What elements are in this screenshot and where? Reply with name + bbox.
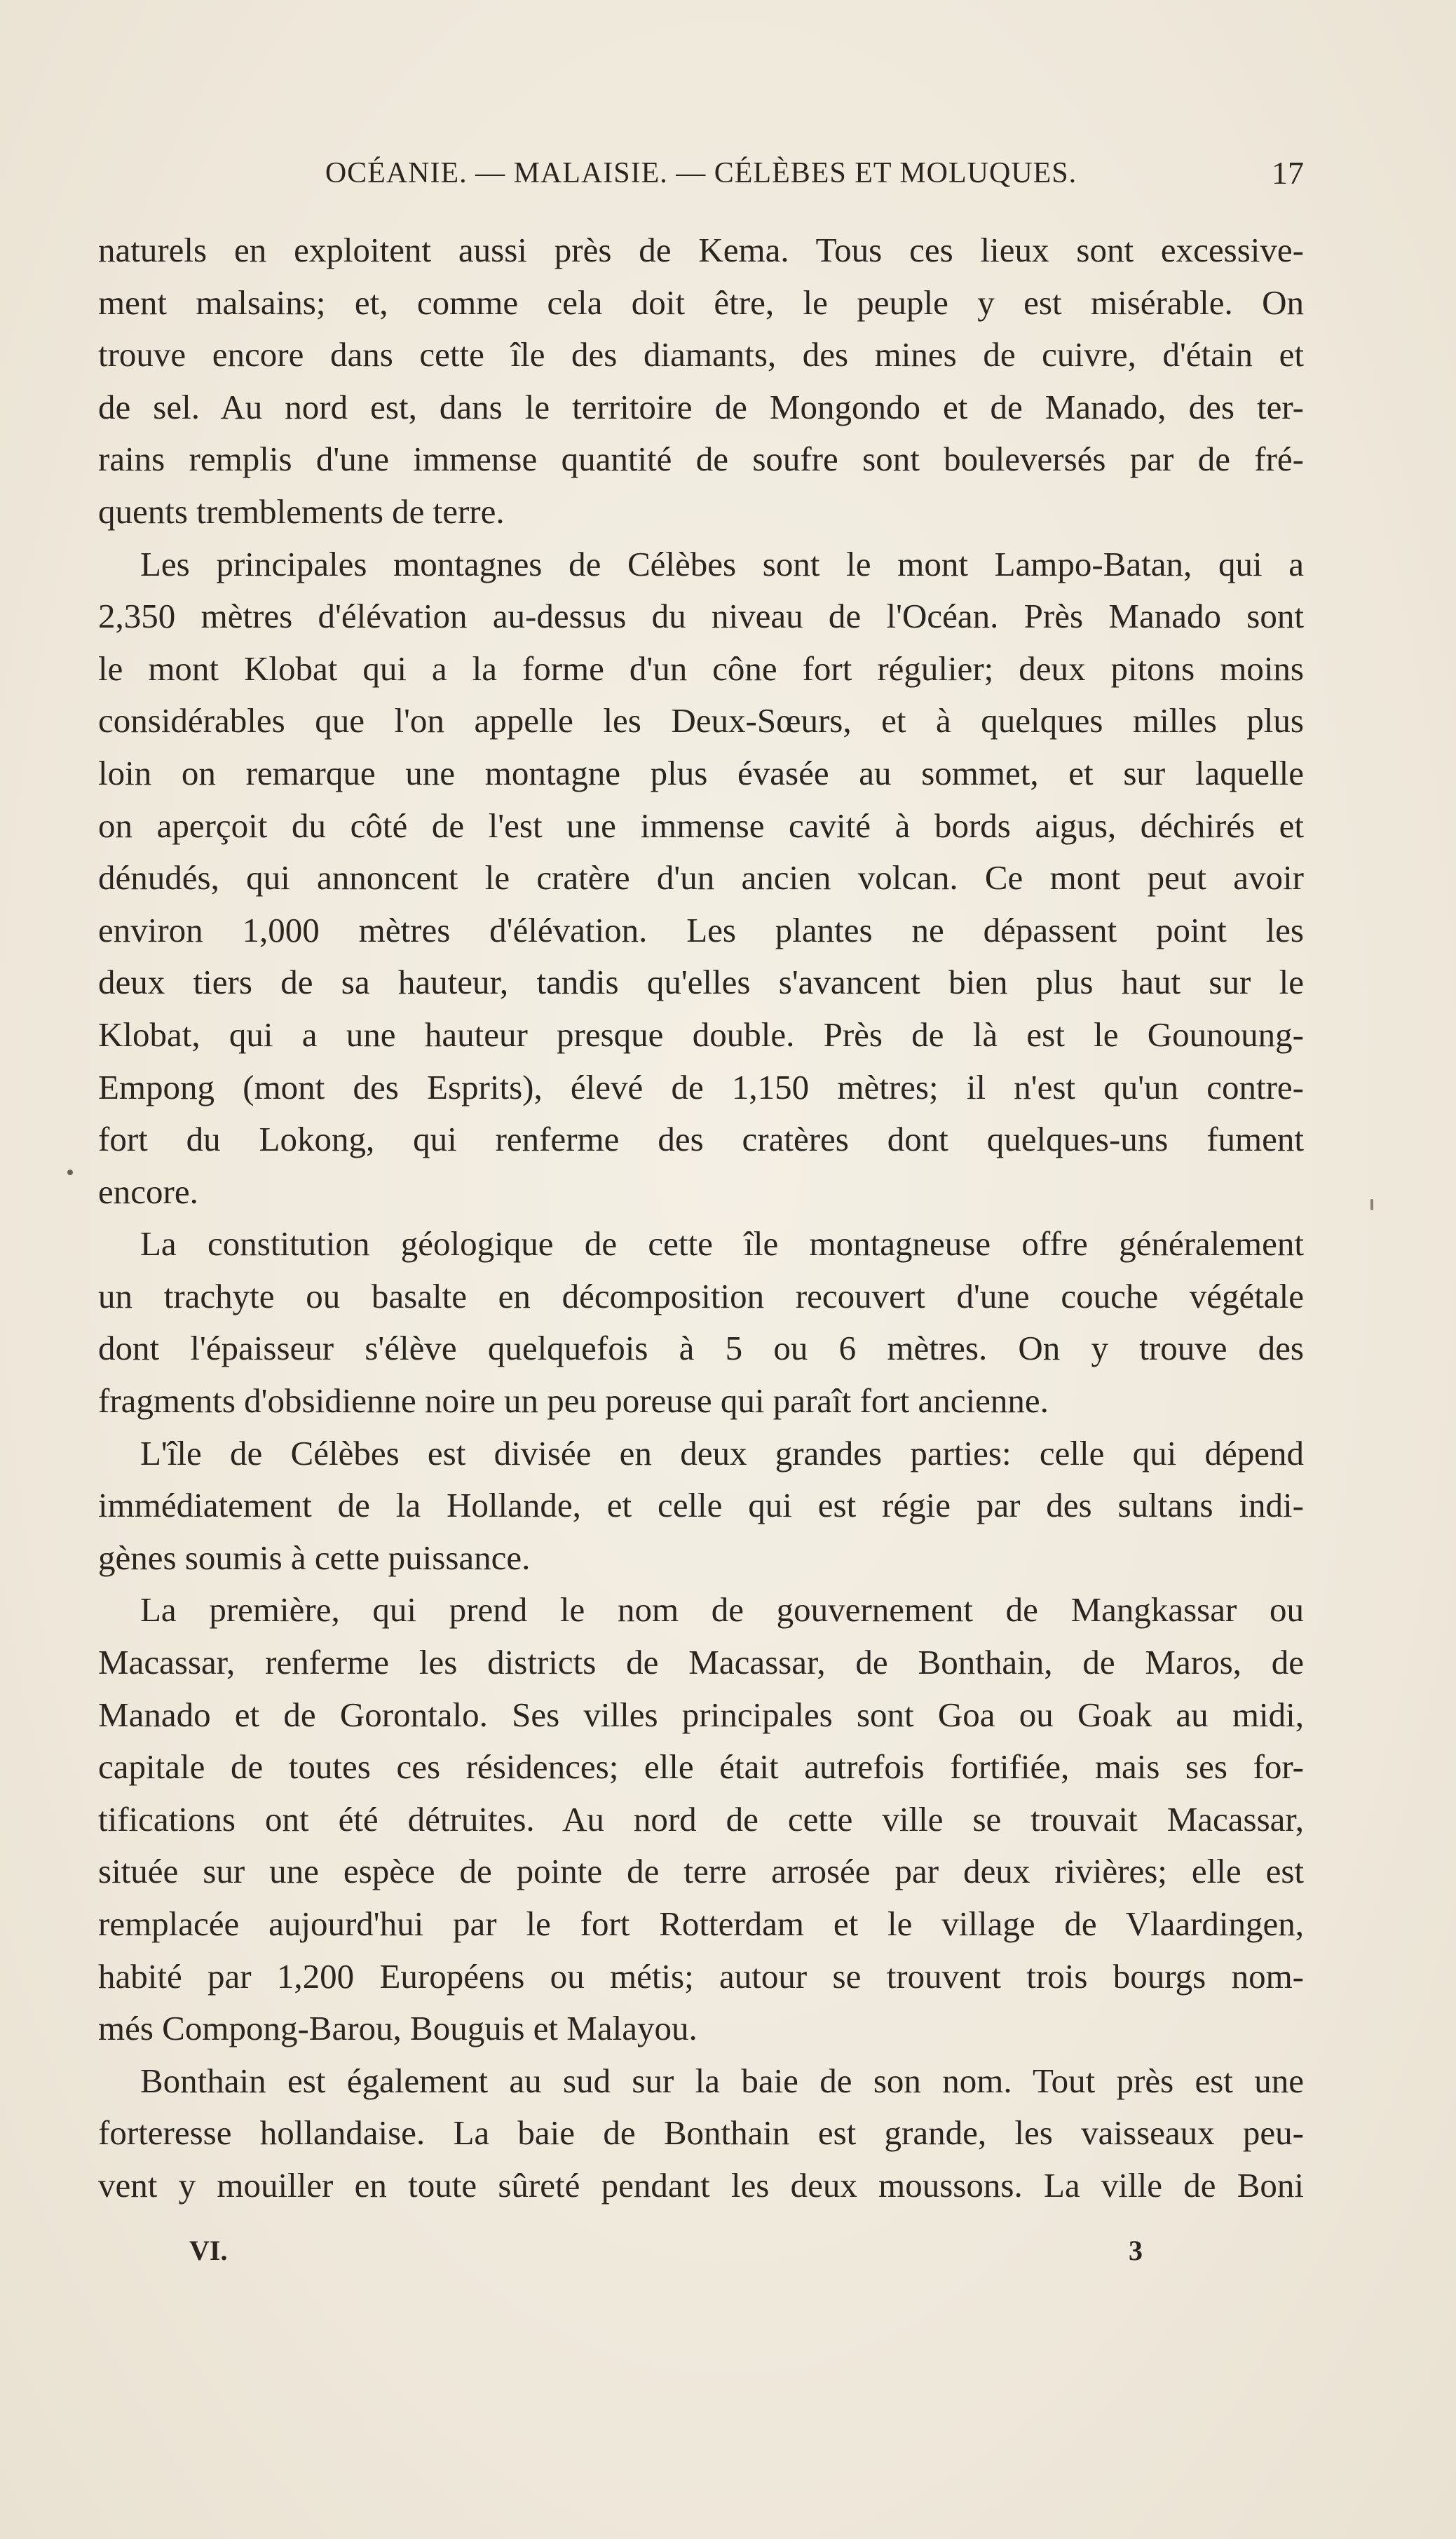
text-line: trouve encore dans cette île des diamants, des mines de cuivre, d'étain et <box>98 335 1304 374</box>
ink-speck <box>67 1170 73 1175</box>
text-line: tifications ont été détruites. Au nord de cette ville se trouvait Macassar, <box>98 1799 1304 1839</box>
running-header <box>98 149 1304 198</box>
text-line: loin on remarque une montagne plus évasée au sommet, et sur laquelle <box>98 753 1304 792</box>
signature-mark-sheet: 3 <box>1129 2235 1143 2266</box>
signature-mark-volume: VI. <box>189 2235 228 2266</box>
text-line: 2,350 mètres d'élévation au-dessus du niveau de l'Océan. Près Manado sont <box>98 597 1304 636</box>
text-line: quents tremblements de terre. <box>98 492 505 531</box>
text-line: immédiatement de la Hollande, et celle qui est régie par des sultans indi- <box>98 1486 1304 1525</box>
page-number: 17 <box>1272 155 1304 191</box>
text-line: capitale de toutes ces résidences; elle était autrefois fortifiée, mais ses for- <box>98 1747 1304 1787</box>
text-line: le mont Klobat qui a la forme d'un cône fort régulier; deux pitons moins <box>98 649 1304 688</box>
text-line: remplacée aujourd'hui par le fort Rotterdam et le village de Vlaardingen, <box>98 1904 1304 1943</box>
text-line: fragments d'obsidienne noire un peu poreuse qui paraît fort ancienne. <box>98 1381 1049 1421</box>
ink-speck <box>1370 1199 1373 1210</box>
text-line: ment malsains; et, comme cela doit être, le peuple y est misérable. On <box>98 283 1304 322</box>
running-title: OCÉANIE. — MALAISIE. — CÉLÈBES ET MOLUQUES. <box>325 157 1077 189</box>
text-line: deux tiers de sa hauteur, tandis qu'elles s'avancent bien plus haut sur le <box>98 963 1304 1002</box>
text-line: de sel. Au nord est, dans le territoire de Mongondo et de Manado, des ter- <box>98 387 1304 426</box>
text-line: Les principales montagnes de Célèbes sont le mont Lampo-Batan, qui a <box>140 544 1304 583</box>
text-line: Macassar, renferme les districts de Macassar, de Bonthain, de Maros, de <box>98 1643 1304 1682</box>
text-line: Manado et de Gorontalo. Ses villes principales sont Goa ou Goak au midi, <box>98 1695 1304 1734</box>
text-line: considérables que l'on appelle les Deux-Sœurs, et à quelques milles plus <box>98 701 1304 740</box>
text-line: Klobat, qui a une hauteur presque double. Près de là est le Gounoung- <box>98 1015 1304 1054</box>
text-line: L'île de Célèbes est divisée en deux grandes parties: celle qui dépend <box>140 1433 1304 1472</box>
text-line: La constitution géologique de cette île montagneuse offre généralement <box>140 1224 1304 1264</box>
text-line: Empong (mont des Esprits), élevé de 1,150 mètres; il n'est qu'un contre- <box>98 1067 1304 1106</box>
text-line: fort du Lokong, qui renferme des cratères dont quelques-uns fument <box>98 1120 1304 1159</box>
text-line: Bonthain est également au sud sur la baie de son nom. Tout près est une <box>140 2061 1304 2100</box>
body-text <box>98 224 1304 2212</box>
text-line: un trachyte ou basalte en décomposition recouvert d'une couche végétale <box>98 1276 1304 1315</box>
text-line: dont l'épaisseur s'élève quelquefois à 5 ou 6 mètres. On y trouve des <box>98 1329 1304 1368</box>
text-line: on aperçoit du côté de l'est une immense cavité à bords aigus, déchirés et <box>98 806 1304 845</box>
text-line: La première, qui prend le nom de gouvernement de Mangkassar ou <box>140 1590 1304 1630</box>
text-line: més Compong-Barou, Bouguis et Malayou. <box>98 2009 698 2048</box>
text-line: dénudés, qui annoncent le cratère d'un ancien volcan. Ce mont peut avoir <box>98 858 1304 898</box>
text-line: rains remplis d'une immense quantité de soufre sont bouleversés par de fré- <box>98 440 1304 479</box>
text-line: gènes soumis à cette puissance. <box>98 1538 531 1577</box>
text-line: située sur une espèce de pointe de terre arrosée par deux rivières; elle est <box>98 1852 1304 1891</box>
text-line: environ 1,000 mètres d'élévation. Les plantes ne dépassent point les <box>98 910 1304 949</box>
text-line: habité par 1,200 Européens ou métis; autour se trouvent trois bourgs nom- <box>98 1956 1304 1996</box>
text-line: naturels en exploitent aussi près de Kema. Tous ces lieux sont excessive- <box>98 231 1304 269</box>
text-line: encore. <box>98 1172 198 1211</box>
page-footer <box>98 2230 1304 2272</box>
text-line: vent y mouiller en toute sûreté pendant les deux moussons. La ville de Boni <box>98 2165 1304 2205</box>
text-line: forteresse hollandaise. La baie de Bonthain est grande, les vaisseaux peu- <box>98 2113 1304 2153</box>
